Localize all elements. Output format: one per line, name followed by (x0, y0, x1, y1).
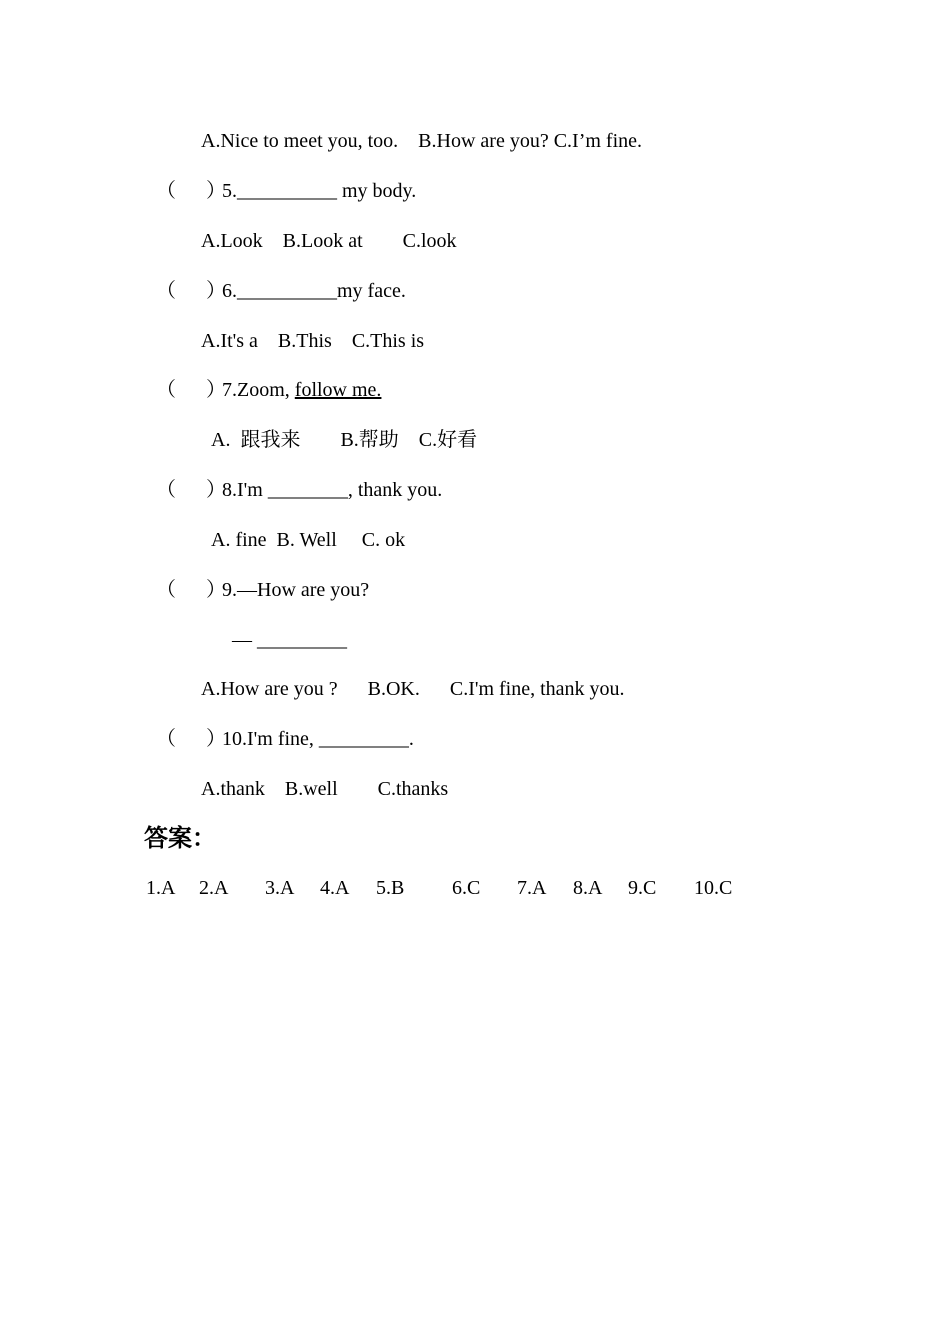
q9-answer-blank: （ ） (156, 579, 226, 601)
q8-question: 8.I'm ________, thank you. (222, 479, 443, 501)
q10-question: 10.I'm fine, _________. (222, 728, 414, 750)
answer-item: 4.A (320, 877, 350, 899)
q5-question: 5.__________ my body. (222, 180, 417, 202)
answer-item: 8.A (573, 877, 603, 899)
q6-answer-blank: （ ） (156, 280, 226, 302)
answer-item: 3.A (265, 877, 295, 899)
q6-question: 6.__________my face. (222, 280, 406, 302)
q9-question: 9.—How are you? (222, 579, 370, 601)
q7-question-lead: 7.Zoom, (222, 379, 295, 401)
answer-item: 1.A (146, 877, 176, 899)
q7-answer-blank: （ ） (156, 379, 226, 401)
q8-answer-blank: （ ） (156, 479, 226, 501)
answer-item: 2.A (199, 877, 229, 899)
q5-options: A.Look B.Look at C.look (201, 230, 457, 252)
q7-options: A. 跟我来 B.帮助 C.好看 (211, 429, 478, 451)
q8-options: A. fine B. Well C. ok (211, 529, 406, 551)
q7-question (222, 378, 381, 402)
q7-underlined-phrase: follow me. (294, 379, 382, 401)
q5-answer-blank: （ ） (156, 180, 226, 202)
answer-item: 10.C (694, 877, 733, 899)
q10-answer-blank: （ ） (156, 728, 226, 750)
q9-options: A.How are you ? B.OK. C.I'm fine, thank you. (201, 678, 625, 700)
q9-reply-blank: — _________ (232, 629, 347, 651)
q4-options: A.Nice to meet you, too. B.How are you? C.I’m fine. (201, 130, 643, 152)
q6-options: A.It's a B.This C.This is (201, 330, 425, 352)
answer-item: 7.A (517, 877, 547, 899)
answers-list (146, 876, 846, 900)
answer-item: 9.C (628, 877, 657, 899)
q10-options: A.thank B.well C.thanks (201, 778, 449, 800)
answer-item: 6.C (452, 877, 481, 899)
answers-heading: 答案： (144, 824, 216, 852)
answer-item: 5.B (376, 877, 405, 899)
